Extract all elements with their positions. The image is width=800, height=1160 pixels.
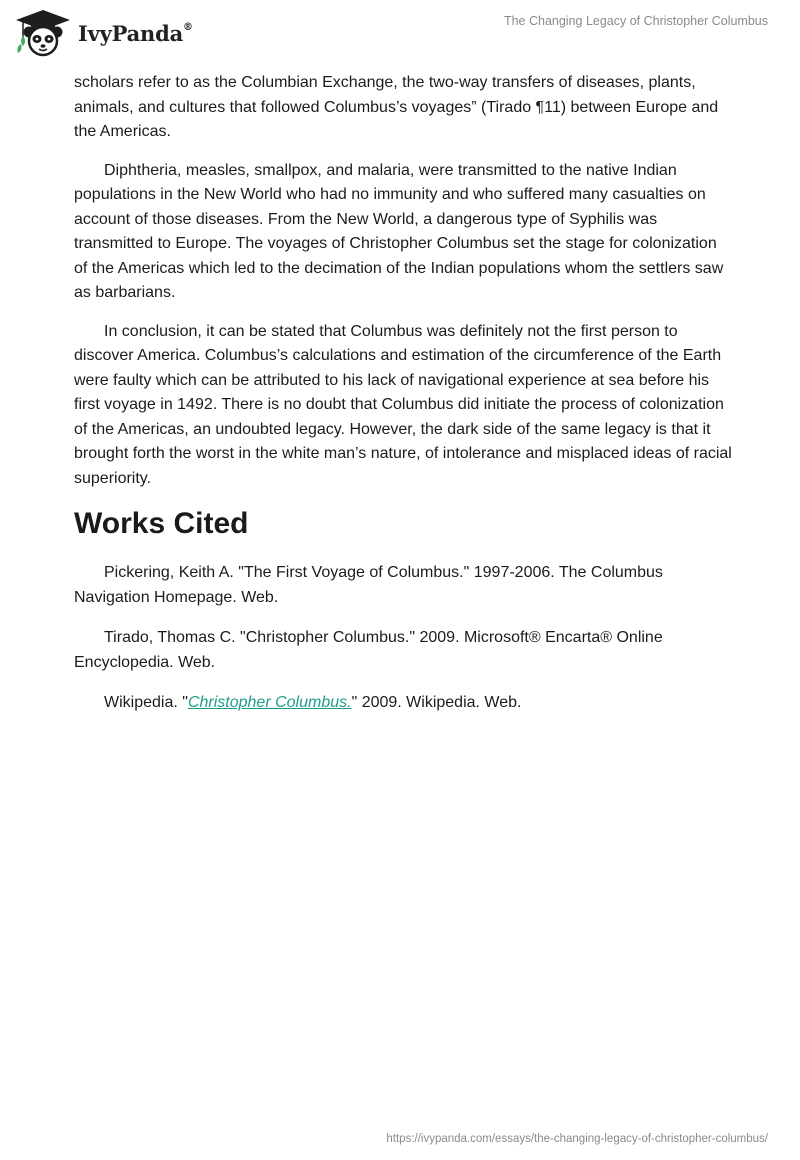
body-paragraph-2: Diphtheria, measles, smallpox, and malaria, were transmitted to the native Indian populations in the New World who had no immunity and who suffered many casualties on account of those diseases. From the New World, a dangerous type of Syphilis was transmitted to Europe. The voyages of Christopher Columbus set the stage for colonization of the Americas which led to the decimation of the Indian populations whom the settlers saw as barbarians. [74,161,724,301]
body-paragraph-1: scholars refer to as the Columbian Exchange, the two-way transfers of diseases, plants, animals, and cultures that followed Columbus’s voyages” (Tirado ¶11) between Europe and the Americas. [74,74,719,140]
footer-source-url[interactable]: https://ivypanda.com/essays/the-changing-legacy-of-christopher-columbus/ [386,1133,768,1145]
panda-graduate-icon [14,8,72,58]
citation-tirado: Tirado, Thomas C. "Christopher Columbus." 2009. Microsoft® Encarta® Online Encyclopedia. Web. [74,629,663,671]
citation-wikipedia-suffix: " 2009. Wikipedia. Web. [351,694,522,711]
citation-pickering: Pickering, Keith A. "The First Voyage of Columbus." 1997-2006. The Columbus Navigation Homepage. Web. [74,564,663,606]
running-title: The Changing Legacy of Christopher Columbus [503,14,768,28]
page-header [0,0,800,70]
ivypanda-logo[interactable] [14,8,193,58]
christopher-columbus-link[interactable]: Christopher Columbus. [187,694,352,711]
body-paragraph-3: In conclusion, it can be stated that Columbus was definitely not the first person to discover America. Columbus’s calculations and estimation of the circumference of the Earth were faulty which can be attributed to his lack of navigational experience at sea before his first voyage in 1492. There is no doubt that Columbus did initiate the process of colonization of the Americas, an undoubted legacy. However, the dark side of the same legacy is that it brought forth the worst in the white man’s nature, of intolerance and misplaced ideas of racial superiority. [74,322,732,487]
logo-wordmark: IvyPanda® [78,20,193,46]
citation-wikipedia [74,691,734,716]
essay-content [74,71,734,732]
works-cited-heading: Works Cited [74,507,249,540]
citation-wikipedia-prefix: Wikipedia. " [104,694,188,711]
